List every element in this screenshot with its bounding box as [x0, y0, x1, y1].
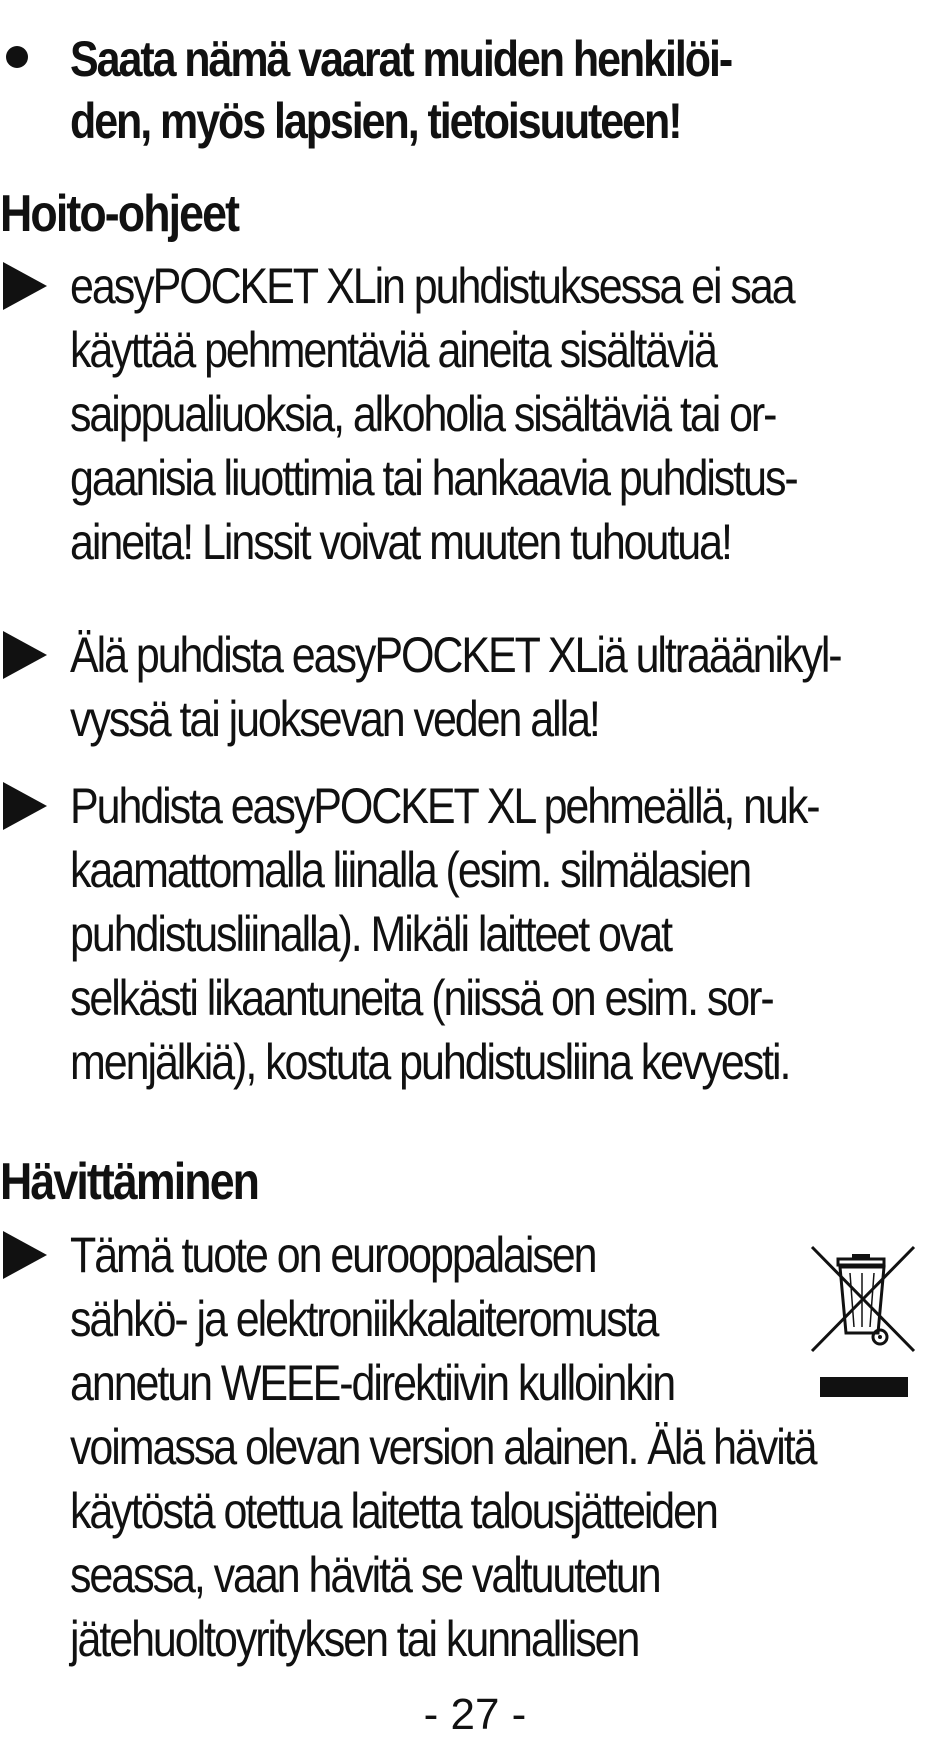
- care-item-line: vyssä tai juoksevan veden alla!: [70, 691, 599, 747]
- arrow-bullet-icon: [3, 631, 47, 679]
- care-item-line: easyPOCKET XLin puhdistuksessa ei saa: [70, 258, 794, 314]
- disposal-item-line: seassa, vaan hävitä se valtuutetun: [70, 1547, 660, 1603]
- disposal-item-line: jätehuoltoyrityksen tai kunnallisen: [70, 1611, 639, 1667]
- disposal-item-line: sähkö- ja elektroniikkalaiteromusta: [70, 1291, 658, 1347]
- care-item-line: selkästi likaantuneita (niissä on esim. sor-: [70, 970, 773, 1026]
- page-number: - 27 -: [423, 1690, 527, 1739]
- disposal-heading: Hävittäminen: [0, 1153, 259, 1211]
- warning-line: Saata nämä vaarat muiden henkilöi-: [70, 31, 732, 87]
- warning-line: den, myös lapsien, tietoisuuteen!: [70, 93, 681, 149]
- care-item-line: käyttää pehmentäviä aineita sisältäviä: [70, 322, 716, 378]
- bullet-dot-icon: [6, 46, 28, 68]
- care-item-line: Älä puhdista easyPOCKET XLiä ultraäänikyl-: [70, 627, 841, 683]
- disposal-item-line: käytöstä otettua laitetta talousjätteiden: [70, 1483, 717, 1539]
- arrow-bullet-icon: [3, 262, 47, 310]
- arrow-bullet-icon: [3, 782, 47, 830]
- care-item-line: puhdistusliinalla). Mikäli laitteet ovat: [70, 906, 671, 962]
- crossed-out-wheelie-bin-icon: [808, 1245, 916, 1409]
- disposal-item-line: voimassa olevan version alainen. Älä hävitä: [70, 1419, 816, 1475]
- arrow-bullet-icon: [3, 1231, 47, 1279]
- disposal-item-line: annetun WEEE-direktiivin kulloinkin: [70, 1355, 675, 1411]
- care-item-line: Puhdista easyPOCKET XL pehmeällä, nuk-: [70, 778, 819, 834]
- care-item-line: aineita! Linssit voivat muuten tuhoutua!: [70, 514, 731, 570]
- care-item-line: saippualiuoksia, alkoholia sisältäviä tai or-: [70, 386, 776, 442]
- disposal-item-line: Tämä tuote on eurooppalaisen: [70, 1227, 596, 1283]
- care-heading: Hoito-ohjeet: [0, 185, 239, 243]
- care-item-line: kaamattomalla liinalla (esim. silmälasien: [70, 842, 751, 898]
- care-item-line: menjälkiä), kostuta puhdistusliina kevyesti.: [70, 1034, 790, 1090]
- care-item-line: gaanisia liuottimia tai hankaavia puhdistus-: [70, 450, 797, 506]
